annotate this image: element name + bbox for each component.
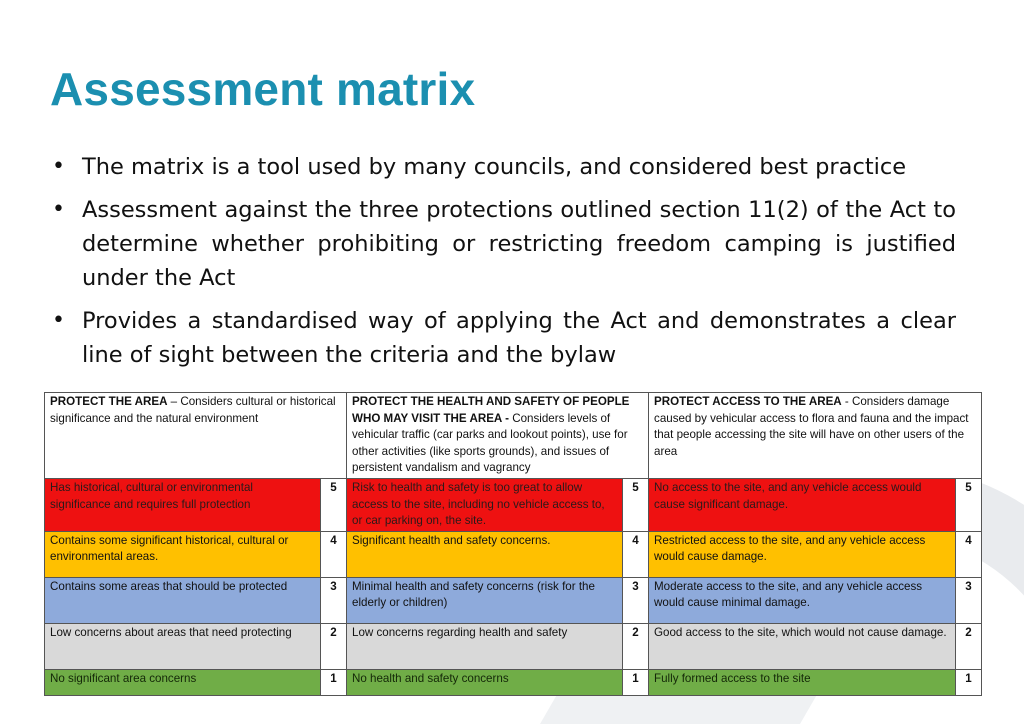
header-title: PROTECT THE AREA [50,395,168,408]
matrix-cell: Contains some areas that should be protected [45,577,321,623]
matrix-cell: Has historical, cultural or environmental significance and requires full protection [45,478,321,531]
header-protect-access [649,393,982,479]
matrix-cell: Minimal health and safety concerns (risk for the elderly or children) [347,577,623,623]
slide-title: Assessment matrix [50,63,476,115]
score-cell: 3 [321,577,347,623]
score-cell: 2 [623,623,649,669]
header-protect-area [45,393,347,479]
score-cell: 4 [956,531,982,577]
header-description: – Considers cultural or historical significance and the natural environment [50,395,336,425]
score-cell: 3 [956,577,982,623]
matrix-row-level-3 [45,577,982,623]
bullet-dot-icon: • [52,308,65,333]
header-description: Considers levels of vehicular traffic (car parks and lookout points), use for other activities (like sports grounds), and issues of persistent vandalism and vagrancy [352,411,628,475]
matrix-row-level-2 [45,623,982,669]
matrix-cell: No significant area concerns [45,669,321,695]
score-cell: 2 [321,623,347,669]
score-cell: 5 [623,478,649,531]
score-cell: 3 [623,577,649,623]
matrix-header-row [45,393,982,479]
bullet-text: Assessment against the three protections outlined section 11(2) of the Act to determine whether prohibiting or restricting freedom camping is justified under the Act [82,197,956,291]
header-protect-health-safety [347,393,649,479]
bullet-dot-icon: • [52,197,65,222]
bullet-list [48,150,956,381]
score-cell: 1 [623,669,649,695]
header-title: PROTECT THE HEALTH AND SAFETY OF PEOPLE WHO MAY VISIT THE AREA - [352,395,630,425]
matrix-cell: Moderate access to the site, and any vehicle access would cause minimal damage. [649,577,956,623]
score-cell: 1 [321,669,347,695]
matrix-cell: Low concerns regarding health and safety [347,623,623,669]
matrix-cell: Significant health and safety concerns. [347,531,623,577]
matrix-cell: No health and safety concerns [347,669,623,695]
matrix-row-level-5 [45,478,982,531]
score-cell: 5 [321,478,347,531]
bullet-item [48,304,956,372]
matrix-row-level-4 [45,531,982,577]
score-cell: 5 [956,478,982,531]
bullet-dot-icon: • [52,154,65,179]
matrix-cell: Low concerns about areas that need protecting [45,623,321,669]
score-cell: 2 [956,623,982,669]
matrix-cell: Fully formed access to the site [649,669,956,695]
bullet-text: Provides a standardised way of applying the Act and demonstrates a clear line of sight between the criteria and the bylaw [82,308,956,368]
matrix-cell: Good access to the site, which would not cause damage. [649,623,956,669]
score-cell: 4 [321,531,347,577]
matrix-cell: Risk to health and safety is too great to allow access to the site, including no vehicle access to, or car parking on, the site. [347,478,623,531]
score-cell: 4 [623,531,649,577]
matrix-cell: Restricted access to the site, and any vehicle access would cause damage. [649,531,956,577]
score-cell: 1 [956,669,982,695]
matrix-row-level-1 [45,669,982,695]
bullet-item [48,150,956,184]
matrix-cell: Contains some significant historical, cultural or environmental areas. [45,531,321,577]
bullet-text: The matrix is a tool used by many councils, and considered best practice [82,154,907,180]
bullet-item [48,193,956,295]
assessment-matrix-table [44,392,982,696]
header-title: PROTECT ACCESS TO THE AREA [654,395,842,408]
header-description: - Considers damage caused by vehicular access to flora and fauna and the impact that people accessing the site will have on other users of the area [654,395,969,458]
matrix-cell: No access to the site, and any vehicle access would cause significant damage. [649,478,956,531]
